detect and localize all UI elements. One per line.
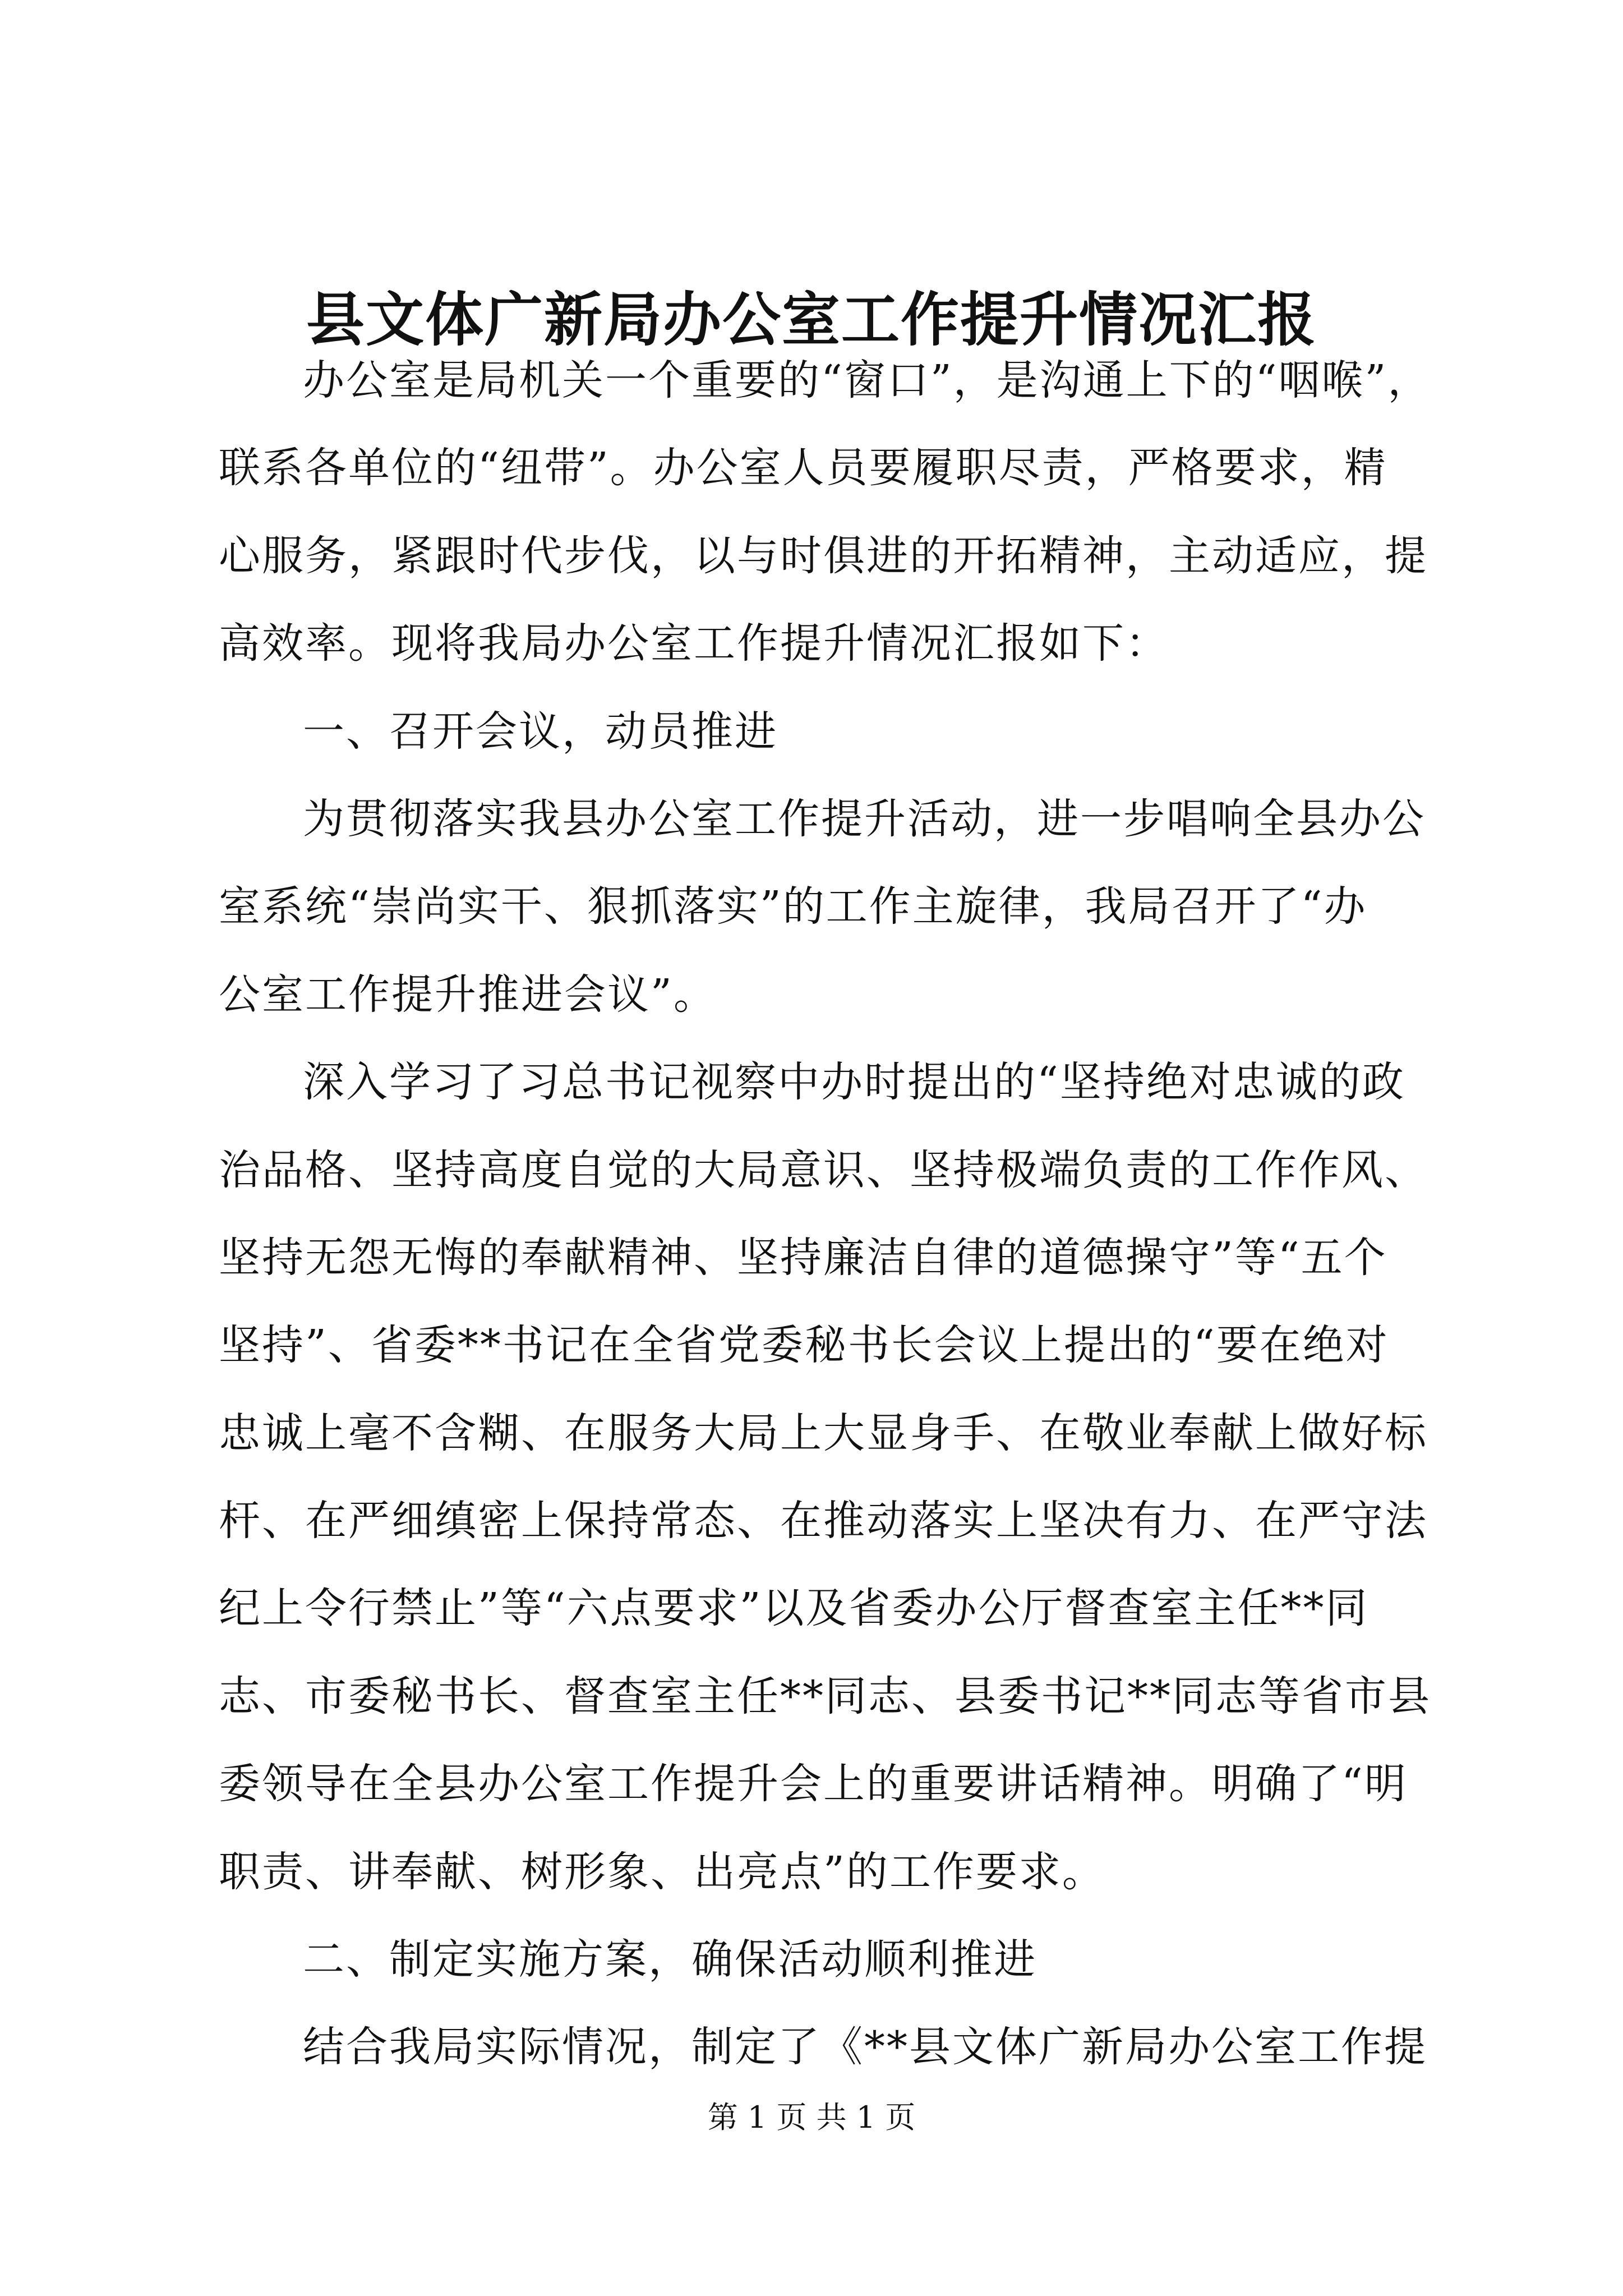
body-line: 深入学习了习总书记视察中办时提出的“坚持绝对忠诚的政 — [303, 1058, 1405, 1107]
body-line: 办公室是局机关一个重要的“窗口”，是沟通上下的“咽喉”， — [303, 356, 1431, 404]
body-line: 结合我局实际情况，制定了《**县文体广新局办公室工作提 — [303, 2023, 1427, 2072]
body-line: 坚持无怨无悔的奉献精神、坚持廉洁自律的道德操守”等“五个 — [219, 1233, 1387, 1282]
body-line: 职责、讲奉献、树形象、出亮点”的工作要求。 — [219, 1847, 1105, 1896]
body-line: 纪上令行禁止”等“六点要求”以及省委办公厅督查室主任**同 — [219, 1584, 1369, 1633]
body-line: 志、市委秘书长、督查室主任**同志、县委书记**同志等省市县 — [219, 1672, 1431, 1720]
body-line: 坚持”、省委**书记在全省党委秘书长会议上提出的“要在绝对 — [219, 1321, 1389, 1370]
section-heading-1: 一、召开会议，动员推进 — [303, 707, 778, 756]
body-line: 治品格、坚持高度自觉的大局意识、坚持极端负责的工作作风、 — [219, 1145, 1428, 1194]
document-body — [219, 337, 1475, 2091]
body-line: 忠诚上毫不含糊、在服务大局上大显身手、在敬业奉献上做好标 — [219, 1409, 1428, 1457]
body-line: 高效率。现将我局办公室工作提升情况汇报如下： — [219, 619, 1169, 668]
body-line: 室系统“崇尚实干、狠抓落实”的工作主旋律，我局召开了“办 — [219, 882, 1367, 931]
section-heading-2: 二、制定实施方案，确保活动顺利推进 — [303, 1935, 1037, 1984]
body-line: 杆、在严细缜密上保持常态、在推动落实上坚决有力、在严守法 — [219, 1497, 1428, 1545]
body-line: 联系各单位的“纽带”。办公室人员要履职尽责，严格要求，精 — [219, 444, 1387, 493]
document-title: 县文体广新局办公室工作提升情况汇报 — [306, 285, 1317, 354]
body-line: 为贯彻落实我县办公室工作提升活动，进一步唱响全县办公 — [303, 794, 1426, 843]
body-line: 公室工作提升推进会议”。 — [219, 970, 717, 1019]
body-line: 心服务，紧跟时代步伐，以与时俱进的开拓精神，主动适应，提 — [219, 531, 1428, 580]
page-footer: 第 1 页 共 1 页 — [707, 2100, 916, 2135]
body-line: 委领导在全县办公室工作提升会上的重要讲话精神。明确了“明 — [219, 1760, 1408, 1809]
